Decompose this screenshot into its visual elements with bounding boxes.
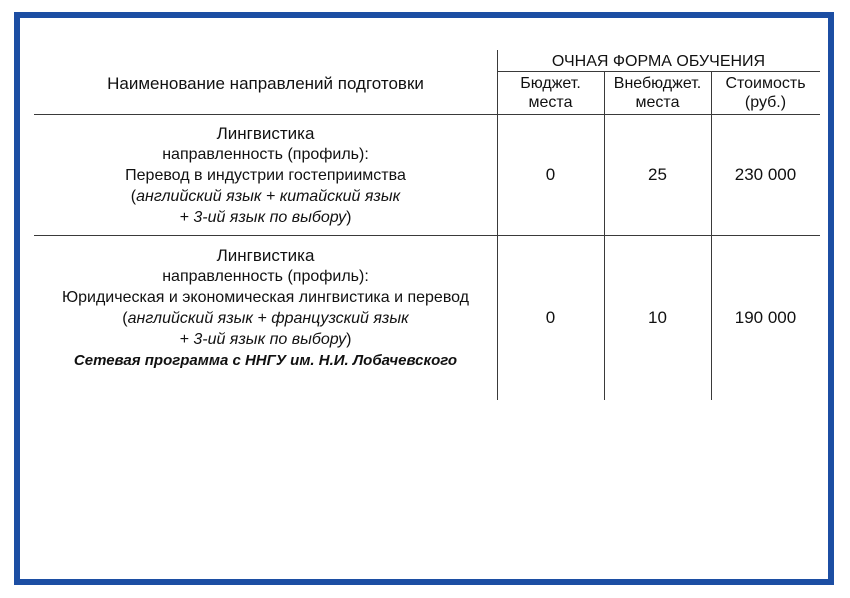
table-row-2-extrabudget: 10 — [648, 308, 667, 327]
languages-line-2 — [34, 329, 497, 350]
paren-open: ( — [122, 310, 128, 327]
name-column-header: Наименование направлений подготовки — [107, 74, 424, 93]
horizontal-rule-row-1 — [34, 235, 820, 236]
languages-line-1 — [34, 308, 497, 329]
languages-text: английский язык + французский язык — [127, 310, 409, 327]
horizontal-rule-form-header — [497, 71, 820, 72]
table-row-1-cost: 230 000 — [734, 165, 797, 184]
budget-header-line2: места — [528, 94, 573, 111]
cost-header-line2: (руб.) — [744, 94, 787, 111]
extrabudget-header-line2: места — [635, 94, 680, 111]
paren-close: ) — [346, 331, 352, 348]
languages-text-2: + 3-ий язык по выбору — [179, 331, 347, 348]
vertical-rule-extrabudget — [711, 72, 712, 400]
languages-text: английский язык + китайский язык — [136, 188, 401, 205]
paren-open: ( — [130, 188, 137, 205]
program-title: Лингвистика — [216, 124, 315, 143]
profile-label: направленность (профиль): — [162, 268, 369, 285]
profile-name: Перевод в индустрии гостеприимства — [125, 167, 406, 184]
network-program-note: Сетевая программа с ННГУ им. Н.И. Лобачевского — [73, 352, 458, 369]
vertical-rule-budget — [604, 72, 605, 400]
table-row-1-extrabudget: 25 — [648, 165, 667, 184]
cost-column-header — [711, 74, 820, 112]
profile-name: Юридическая и экономическая лингвистика и перевод — [61, 289, 470, 306]
extrabudget-column-header — [604, 74, 711, 112]
languages-line-2 — [34, 207, 497, 228]
form-of-study-header: ОЧНАЯ ФОРМА ОБУЧЕНИЯ — [551, 53, 766, 70]
budget-header-line1: Бюджет. — [520, 75, 581, 92]
extrabudget-header-line1: Внебюджет. — [613, 75, 702, 92]
table-row-1-name-cell — [34, 124, 497, 228]
horizontal-rule-header — [34, 114, 820, 115]
languages-line-1 — [34, 186, 497, 207]
table-row-1-budget: 0 — [545, 165, 556, 184]
table-row-2-cost: 190 000 — [734, 308, 797, 327]
table-row-2-name-cell — [34, 246, 497, 371]
languages-text-2: + 3-ий язык по выбору — [179, 209, 347, 226]
paren-close: ) — [346, 209, 352, 226]
cost-header-line1: Стоимость — [725, 75, 806, 92]
table-row-2-budget: 0 — [545, 308, 556, 327]
profile-label: направленность (профиль): — [162, 146, 369, 163]
program-title: Лингвистика — [216, 246, 315, 265]
budget-column-header — [497, 74, 604, 112]
